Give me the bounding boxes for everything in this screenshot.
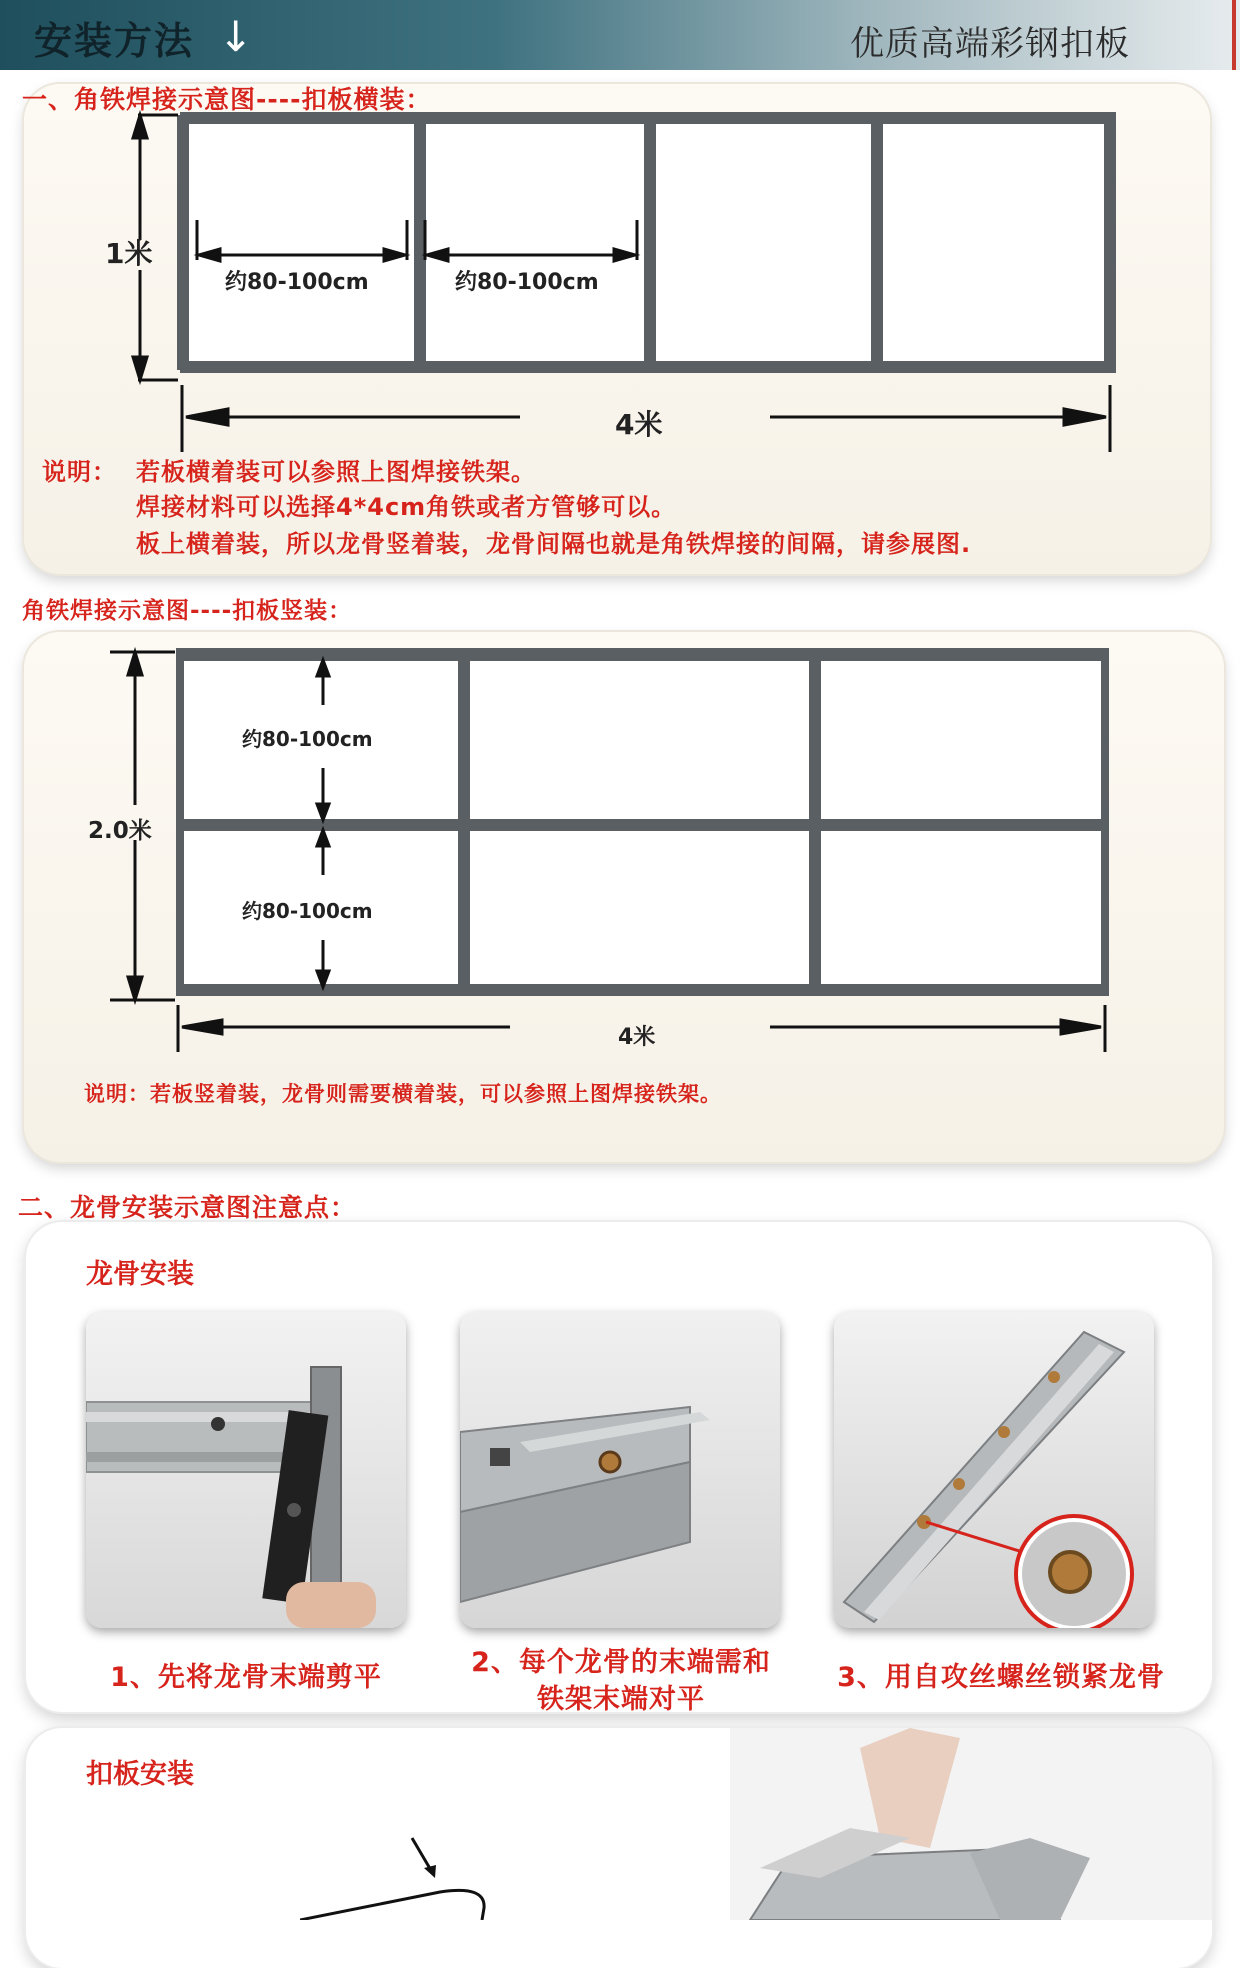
photo-cut-keel (86, 1312, 406, 1628)
section3-subtitle: 龙骨安装 (86, 1259, 194, 1290)
photo-align-keel (460, 1312, 780, 1628)
page-subtitle: 优质高端彩钢扣板 (850, 24, 1130, 64)
vertical-frame-diagram (0, 640, 1240, 1060)
caption-step1: 1、先将龙骨末端剪平 (110, 1662, 382, 1693)
section2-heading: 角铁焊接示意图----扣板竖装： (22, 598, 353, 624)
section2-note: 说明：若板竖着装，龙骨则需要横着装，可以参照上图焊接铁架。 (84, 1082, 722, 1106)
photo-screw-keel (834, 1312, 1154, 1628)
width-label: 4米 (618, 1025, 656, 1050)
panel-profile-sketch (300, 1830, 520, 1920)
photo-panel-install (730, 1728, 1212, 1920)
header-edge-stripe (1232, 0, 1236, 70)
note-line-1: 若板横着装可以参照上图焊接铁架。 (136, 458, 536, 486)
section1-heading: 一、角铁焊接示意图----扣板横装： (22, 85, 432, 114)
note-line-2: 焊接材料可以选择4*4cm角铁或者方管够可以。 (136, 493, 677, 521)
arrow-down-icon: ↓ (218, 12, 254, 61)
page-title: 安装方法 (34, 19, 195, 63)
spacing-label-1: 约80-100cm (242, 727, 373, 751)
height-label: 2.0米 (88, 818, 152, 844)
caption-step2-line1: 2、每个龙骨的末端需和 (471, 1647, 771, 1678)
note-line-3: 板上横着装，所以龙骨竖着装，龙骨间隔也就是角铁焊接的间隔，请参展图. (136, 530, 972, 558)
section3-heading: 二、龙骨安装示意图注意点： (18, 1193, 357, 1222)
caption-step3: 3、用自攻丝螺丝锁紧龙骨 (837, 1662, 1165, 1693)
spacing-label-1: 约80-100cm (225, 270, 369, 295)
note-prefix: 说明： (42, 458, 117, 486)
caption-step2-line2: 铁架末端对平 (537, 1684, 705, 1715)
height-label: 1米 (105, 237, 153, 270)
width-label: 4米 (615, 408, 663, 441)
section4-subtitle: 扣板安装 (86, 1759, 194, 1790)
spacing-label-2: 约80-100cm (242, 899, 373, 923)
spacing-label-2: 约80-100cm (455, 270, 599, 295)
